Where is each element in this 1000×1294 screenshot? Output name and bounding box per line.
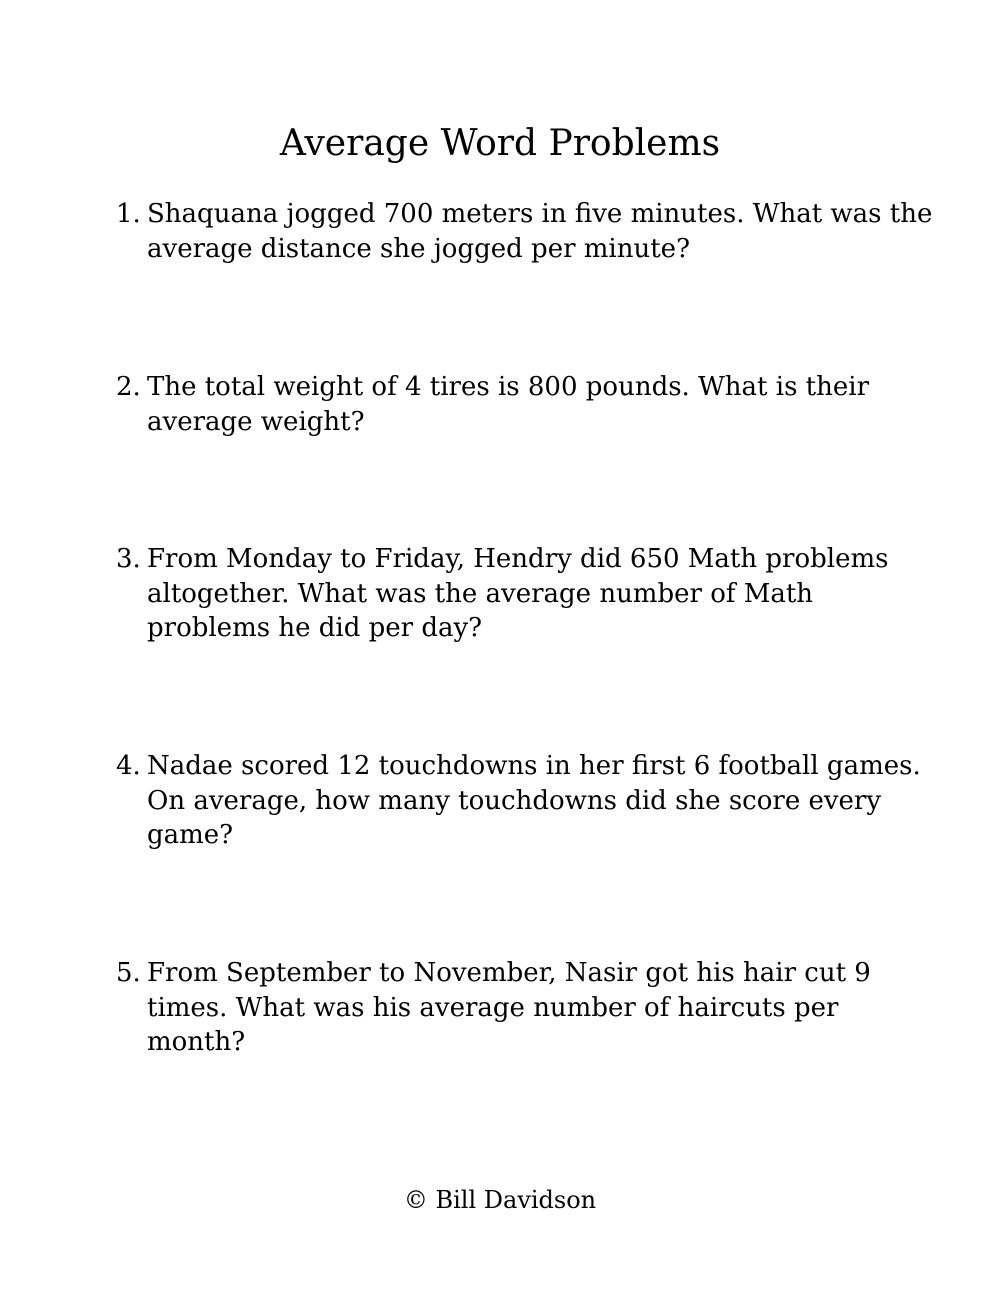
problem-number: 3. [116,544,141,574]
problem-number: 5. [116,958,141,988]
problem-5 [116,956,936,1060]
problem-text: From September to November, Nasir got his hair cut 9 times. What was his average number of haircuts per month? [147,958,871,1057]
problem-2 [116,370,936,439]
problem-text: The total weight of 4 tires is 800 pounds. What is their average weight? [147,372,870,437]
problem-number: 4. [116,751,141,781]
problem-number: 2. [116,372,141,402]
problem-4 [116,749,936,853]
copyright-notice: © Bill Davidson [403,1186,597,1214]
problem-text: Nadae scored 12 touchdowns in her first 6 football games. On average, how many touchdowns did she score every game? [147,751,921,850]
problem-3 [116,542,936,646]
problem-text: From Monday to Friday, Hendry did 650 Math problems altogether. What was the average number of Math problems he did per day? [147,544,889,643]
problem-number: 1. [116,199,141,229]
problem-1 [116,197,936,266]
problem-text: Shaquana jogged 700 meters in five minutes. What was the average distance she jogged per minute? [147,199,933,264]
page-title: Average Word Problems [279,123,721,164]
